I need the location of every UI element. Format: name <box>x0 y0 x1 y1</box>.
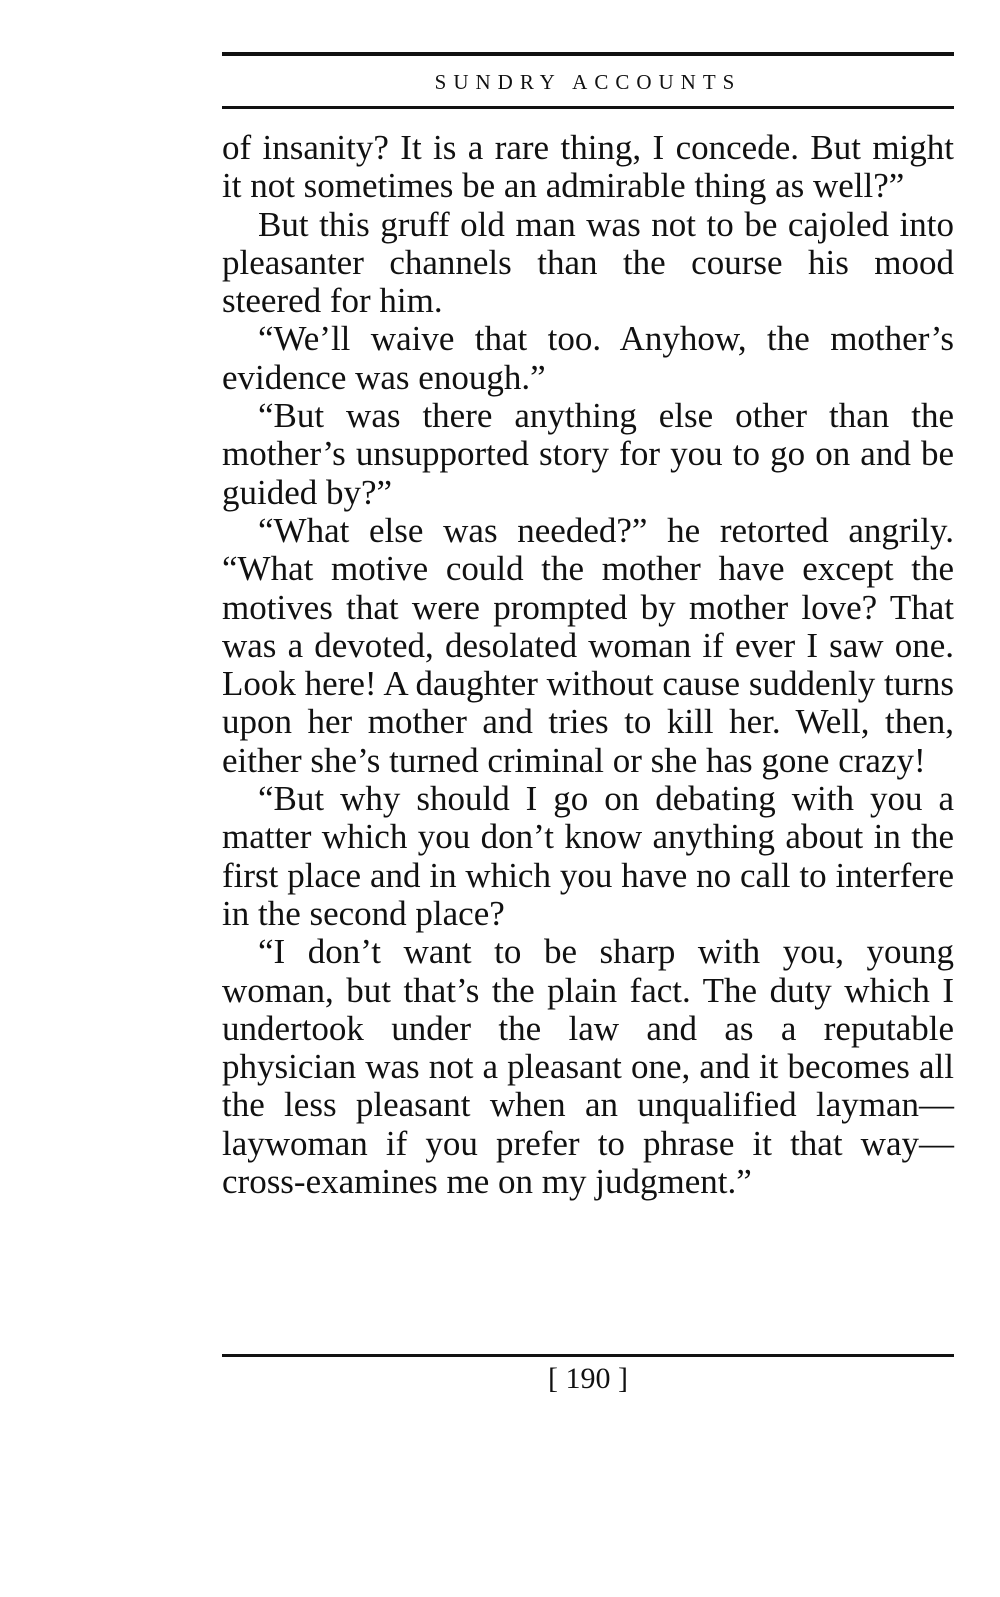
page-number: [ 190 ] <box>548 1362 628 1395</box>
running-head: SUNDRY ACCOUNTS <box>434 70 742 94</box>
paragraph: “What else was needed?” he retorted angrily. “What motive could the mother have except the motives that were prompted by mother love? That was a devoted, desolated woman if ever I saw one. Look here! A daughter without cause suddenly turns upon her mother and tries to kill her. Well, then, either she’s turned criminal or she has gone crazy! <box>222 510 954 780</box>
body-text <box>222 129 954 1201</box>
paragraph: “But why should I go on debating with you a matter which you don’t know anything about in the first place and in which you have no call to interfere in the second place? <box>222 779 954 933</box>
footer-rule <box>222 1354 954 1357</box>
paragraph: “We’ll waive that too. Anyhow, the mother’s evidence was enough.” <box>222 319 954 397</box>
header-bottom-rule <box>222 106 954 109</box>
paragraph: “I don’t want to be sharp with you, young woman, but that’s the plain fact. The duty which I undertook under the law and as a reputable physician was not a pleasant one, and it becomes all the less pleasant when an unqualified layman—laywoman if you prefer to phrase it that way—cross-examines me on my judgment.” <box>222 932 954 1202</box>
book-page <box>222 52 954 1395</box>
paragraph: “But was there anything else other than the mother’s unsupported story for you to go on and be guided by?” <box>222 396 954 512</box>
paragraph: But this gruff old man was not to be cajoled into pleasanter channels than the course his mood steered for him. <box>222 204 954 321</box>
paragraph: of insanity? It is a rare thing, I concede. But might it not sometimes be an admirable thing as well?” <box>222 128 954 206</box>
